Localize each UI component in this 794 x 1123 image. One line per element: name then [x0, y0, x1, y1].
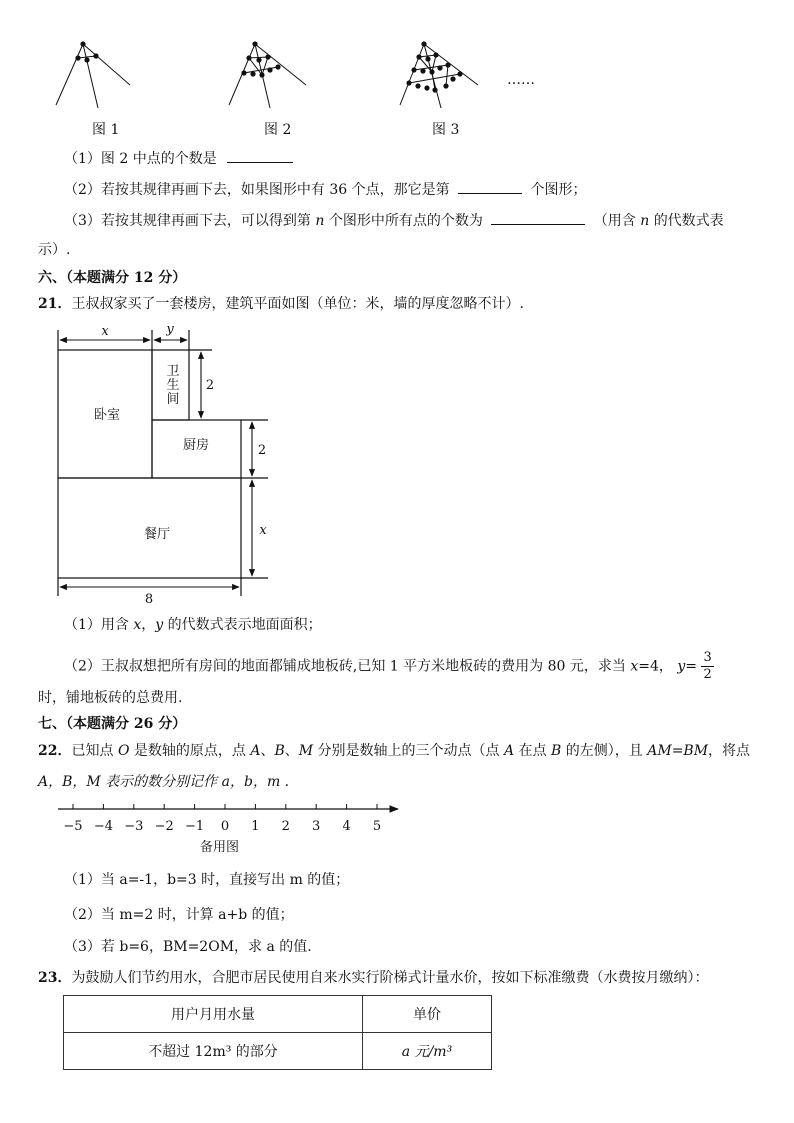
- q22-text: 已知点: [71, 743, 114, 759]
- dim-2-kitchen-label: 2: [257, 443, 267, 458]
- room-bathroom-char: 生: [166, 378, 180, 393]
- answer-blank[interactable]: [458, 179, 522, 194]
- floor-plan: [0, 320, 300, 610]
- q21-part1-b: 的代数式表示地面面积；: [167, 617, 322, 633]
- dim-8-bottom-label: 8: [144, 592, 154, 607]
- table-row: [64, 1033, 492, 1070]
- q20-part3: [64, 210, 724, 231]
- axis-tick-label: 1: [251, 819, 260, 834]
- section7-heading: 七、（本题满分 26 分）: [38, 716, 187, 732]
- var-A: A: [250, 743, 261, 759]
- var-B: B: [551, 743, 562, 759]
- var-BM: BM: [683, 743, 709, 759]
- q20-part2: [64, 179, 587, 200]
- q22-text: 分别是数轴上的三个动点（点: [317, 743, 500, 759]
- q21-part2-eq2: =: [685, 658, 697, 675]
- axis-tick-label: 2: [281, 819, 290, 834]
- q22-text: 、: [284, 743, 299, 759]
- room-dining: 餐厅: [143, 527, 171, 542]
- q22-number: 22．: [38, 743, 72, 759]
- q20-part3-text: （3）若按其规律再画下去，可以得到第: [64, 213, 311, 229]
- q21-part2: [64, 650, 714, 683]
- q20-part2-suffix: 个图形；: [530, 182, 587, 198]
- ellipsis: ……: [507, 72, 535, 88]
- room-kitchen: 厨房: [182, 438, 210, 453]
- q22-line2: A，B，M 表示的数分别记作 a，b，m .: [38, 774, 290, 790]
- dim-y-top-label: y: [166, 322, 174, 337]
- table-header: 用户月用水量: [64, 996, 363, 1033]
- q23-text: 为鼓励人们节约用水，合肥市居民使用自来水实行阶梯式计量水价，按如下标准缴费（水费按月缴纳）：: [71, 970, 709, 986]
- axis-tick-label: 0: [220, 819, 230, 834]
- room-bedroom: 卧室: [93, 408, 121, 423]
- table-header: 单价: [363, 996, 492, 1033]
- axis-tick-label: −5: [63, 819, 83, 834]
- q22-text: =: [671, 743, 684, 759]
- q20-part3-suffix-b: 的代数式表: [653, 213, 724, 229]
- figure-3-label: 图 3: [432, 122, 460, 138]
- q22-text: 在点: [518, 743, 547, 759]
- dim-x-top-label: x: [101, 324, 109, 339]
- room-bathroom-char: 间: [166, 392, 180, 407]
- axis-caption: 备用图: [200, 840, 240, 855]
- var-n: n: [315, 213, 325, 229]
- var-y: y: [155, 617, 164, 633]
- table-cell: 不超过 12m³ 的部分: [64, 1033, 363, 1070]
- q21-part2-eq: =4，: [638, 658, 673, 675]
- var-B: B: [274, 743, 285, 759]
- q20-part3-suffix-a: （用含: [593, 213, 636, 229]
- q22-part2: （2）当 m=2 时，计算 a+b 的值；: [64, 907, 294, 923]
- q21-text: 王叔叔家买了一套楼房，建筑平面如图（单位：米，墙的厚度忽略不计）.: [71, 296, 524, 312]
- q21-part1-sep: ，: [141, 617, 156, 633]
- q22-text: 、: [260, 743, 275, 759]
- q22-line1: [38, 741, 750, 761]
- room-bathroom-char: 卫: [166, 364, 180, 379]
- dim-2-bath-label: 2: [205, 378, 215, 393]
- q23-number: 23．: [38, 970, 72, 986]
- q20-part1: [64, 148, 293, 169]
- axis-tick-label: −2: [154, 819, 174, 834]
- q21-question: [38, 294, 524, 314]
- number-line: [0, 795, 420, 840]
- q21-number: 21．: [38, 296, 72, 312]
- q21-part1: [64, 615, 322, 635]
- axis-tick-label: −1: [185, 819, 205, 834]
- var-A: A: [504, 743, 515, 759]
- q22-text: 是数轴的原点，点: [133, 743, 246, 759]
- axis-tick-label: 3: [312, 819, 321, 834]
- q23-question: [38, 968, 708, 988]
- q20-part2-text: （2）若按其规律再画下去，如果图形中有 36 个点，那它是第: [64, 182, 450, 198]
- table-header-row: [64, 996, 492, 1033]
- axis-tick-label: 4: [342, 819, 351, 834]
- q22-text: 的左侧），且: [565, 743, 643, 759]
- q22-part1: （1）当 a=-1，b=3 时，直接写出 m 的值；: [64, 872, 350, 888]
- fraction-three-halves: [701, 650, 713, 683]
- section6-heading: 六、（本题满分 12 分）: [38, 270, 187, 286]
- var-y: y: [677, 658, 686, 675]
- water-price-table: [63, 995, 492, 1070]
- axis-tick-label: 5: [372, 819, 382, 834]
- answer-blank[interactable]: [491, 210, 585, 225]
- var-AM: AM: [647, 743, 672, 759]
- q20-part1-text: （1）图 2 中点的个数是: [64, 151, 217, 167]
- dim-x-right-label: x: [259, 523, 267, 538]
- q20-part3-mid: 个图形中所有点的个数为: [328, 213, 483, 229]
- var-x: x: [133, 617, 142, 633]
- var-O: O: [117, 743, 130, 759]
- q21-part2-cont: 时，铺地板砖的总费用.: [38, 690, 183, 706]
- var-n: n: [640, 213, 650, 229]
- var-x: x: [630, 658, 639, 675]
- fraction-numerator: 3: [703, 650, 712, 665]
- figure-1-label: 图 1: [92, 122, 120, 138]
- q21-part1-a: （1）用含: [64, 617, 129, 633]
- axis-tick-label: −4: [93, 819, 113, 834]
- pattern-figures: [0, 30, 794, 120]
- q22-text: ，将点: [708, 743, 751, 759]
- table-cell: a 元/m³: [363, 1033, 492, 1070]
- q22-part3: （3）若 b=6，BM=2OM，求 a 的值.: [64, 939, 312, 955]
- q20-part3-cont: 示）.: [38, 242, 71, 258]
- answer-blank[interactable]: [227, 148, 293, 163]
- q21-part2-a: （2）王叔叔想把所有房间的地面都铺成地板砖,已知 1 平方米地板砖的费用为 80 元，求当: [64, 658, 626, 675]
- axis-tick-label: −3: [124, 819, 144, 834]
- figure-2-label: 图 2: [264, 122, 292, 138]
- var-M: M: [298, 743, 314, 759]
- fraction-denominator: 2: [703, 667, 712, 682]
